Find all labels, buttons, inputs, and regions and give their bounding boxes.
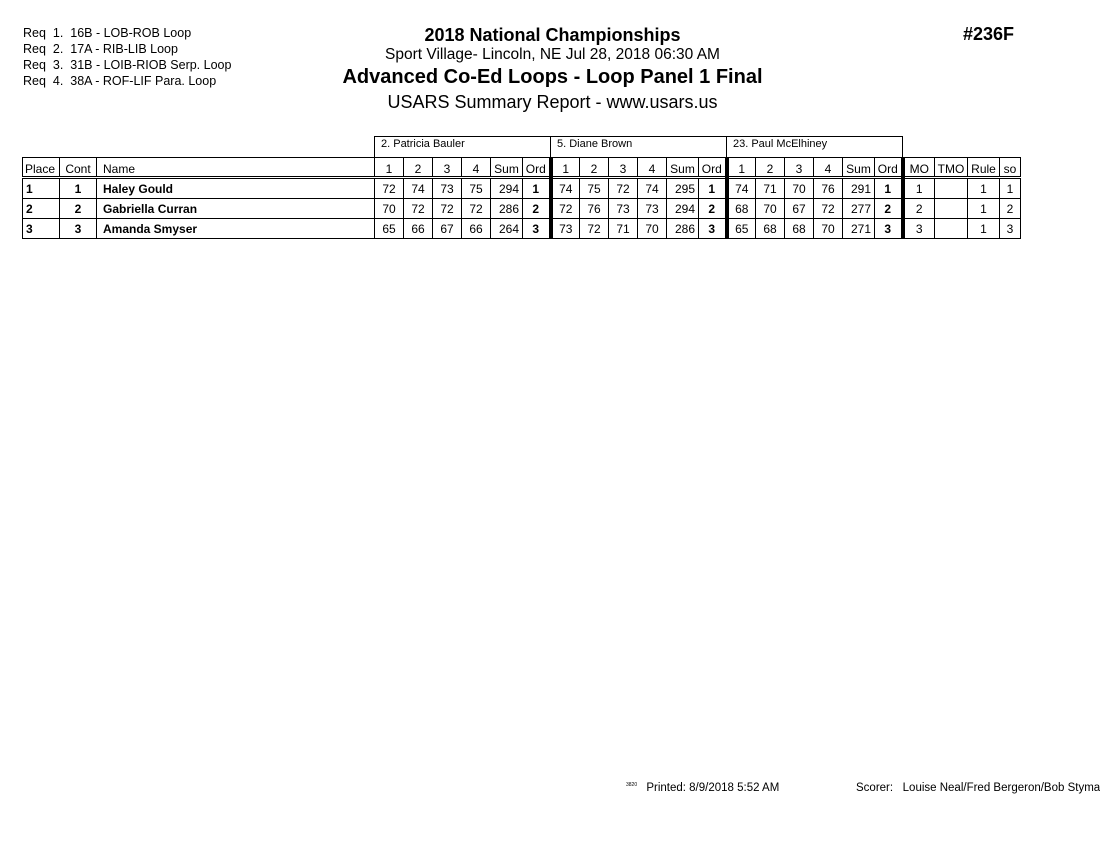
score-cell: 66	[462, 219, 491, 239]
mo-cell: 3	[903, 219, 935, 239]
col-s4: 4	[462, 158, 491, 178]
judge-name: 5. Diane Brown	[551, 137, 727, 158]
sum-cell: 291	[843, 178, 875, 199]
score-cell: 76	[580, 199, 609, 219]
requirement-item: Req 1. 16B - LOB-ROB Loop	[23, 26, 192, 40]
score-cell: 68	[756, 219, 785, 239]
place-cell: 3	[23, 219, 60, 239]
score-cell: 70	[814, 219, 843, 239]
col-s3: 3	[433, 158, 462, 178]
score-cell: 74	[404, 178, 433, 199]
ordinal-cell: 2	[699, 199, 727, 219]
tmo-cell	[935, 219, 968, 239]
requirement-item: Req 2. 17A - RIB-LIB Loop	[23, 42, 178, 56]
score-cell: 70	[375, 199, 404, 219]
mo-cell: 1	[903, 178, 935, 199]
sum-cell: 271	[843, 219, 875, 239]
col-s4: 4	[638, 158, 667, 178]
ordinal-cell: 2	[875, 199, 903, 219]
skater-name: Amanda Smyser	[97, 219, 375, 239]
championship-title: 2018 National Championships	[424, 25, 681, 45]
report-name: USARS Summary Report - www.usars.us	[387, 92, 718, 112]
table-row	[23, 178, 1021, 199]
col-s1: 1	[551, 158, 580, 178]
rule-cell: 1	[968, 219, 1000, 239]
col-tmo: TMO	[935, 158, 968, 178]
score-cell: 72	[551, 199, 580, 219]
cont-cell: 2	[60, 199, 97, 219]
col-s1: 1	[727, 158, 756, 178]
cont-cell: 1	[60, 178, 97, 199]
sum-cell: 264	[491, 219, 523, 239]
printed-date: Printed: 8/9/2018 5:52 AM	[646, 782, 780, 794]
score-cell: 65	[727, 219, 756, 239]
rule-cell: 1	[968, 199, 1000, 219]
score-cell: 72	[462, 199, 491, 219]
col-place: Place	[23, 158, 60, 178]
score-cell: 74	[638, 178, 667, 199]
sum-cell: 286	[667, 219, 699, 239]
score-cell: 65	[375, 219, 404, 239]
mo-cell: 2	[903, 199, 935, 219]
judge-header-row	[23, 137, 1021, 158]
event-number: #236F	[963, 24, 1015, 44]
col-ord: Ord	[523, 158, 551, 178]
col-ord: Ord	[699, 158, 727, 178]
score-cell: 74	[727, 178, 756, 199]
ordinal-cell: 1	[699, 178, 727, 199]
judge-name: 2. Patricia Bauler	[375, 137, 551, 158]
col-sum: Sum	[667, 158, 699, 178]
ordinal-cell: 3	[523, 219, 551, 239]
score-cell: 71	[756, 178, 785, 199]
score-cell: 73	[609, 199, 638, 219]
skater-name: Gabriella Curran	[97, 199, 375, 219]
place-cell: 2	[23, 199, 60, 219]
sum-cell: 286	[491, 199, 523, 219]
score-cell: 70	[756, 199, 785, 219]
col-sum: Sum	[491, 158, 523, 178]
score-cell: 68	[785, 219, 814, 239]
score-cell: 75	[462, 178, 491, 199]
score-cell: 72	[609, 178, 638, 199]
col-s2: 2	[580, 158, 609, 178]
score-cell: 72	[375, 178, 404, 199]
column-header-row	[23, 158, 1021, 178]
score-cell: 73	[433, 178, 462, 199]
score-cell: 71	[609, 219, 638, 239]
scorer-info: Scorer: Louise Neal/Fred Bergeron/Bob Styma	[856, 782, 1100, 794]
col-s1: 1	[375, 158, 404, 178]
sum-cell: 295	[667, 178, 699, 199]
print-code: 3820	[626, 782, 638, 788]
score-cell: 67	[433, 219, 462, 239]
requirements-list	[23, 25, 231, 89]
score-cell: 66	[404, 219, 433, 239]
col-mo: MO	[903, 158, 935, 178]
score-cell: 76	[814, 178, 843, 199]
col-cont: Cont	[60, 158, 97, 178]
score-cell: 72	[580, 219, 609, 239]
col-s2: 2	[404, 158, 433, 178]
judge-name: 23. Paul McElhiney	[727, 137, 903, 158]
col-s3: 3	[609, 158, 638, 178]
score-cell: 72	[814, 199, 843, 219]
report-header	[300, 24, 805, 114]
score-cell: 68	[727, 199, 756, 219]
printed-stamp	[626, 782, 779, 794]
requirement-item: Req 3. 31B - LOIB-RIOB Serp. Loop	[23, 58, 232, 72]
score-cell: 70	[785, 178, 814, 199]
ordinal-cell: 1	[875, 178, 903, 199]
sum-cell: 294	[491, 178, 523, 199]
score-cell: 73	[638, 199, 667, 219]
so-cell: 3	[1000, 219, 1021, 239]
score-cell: 72	[433, 199, 462, 219]
ordinal-cell: 2	[523, 199, 551, 219]
rule-cell: 1	[968, 178, 1000, 199]
score-cell: 70	[638, 219, 667, 239]
ordinal-cell: 1	[523, 178, 551, 199]
sum-cell: 277	[843, 199, 875, 219]
score-cell: 74	[551, 178, 580, 199]
venue-datetime: Sport Village- Lincoln, NE Jul 28, 2018 06:30 AM	[385, 46, 720, 63]
place-cell: 1	[23, 178, 60, 199]
col-ord: Ord	[875, 158, 903, 178]
col-name: Name	[97, 158, 375, 178]
so-cell: 2	[1000, 199, 1021, 219]
table-row	[23, 199, 1021, 219]
score-cell: 73	[551, 219, 580, 239]
score-cell: 67	[785, 199, 814, 219]
col-s3: 3	[785, 158, 814, 178]
col-s4: 4	[814, 158, 843, 178]
col-s2: 2	[756, 158, 785, 178]
table-row	[23, 219, 1021, 239]
col-so: so	[1000, 158, 1021, 178]
cont-cell: 3	[60, 219, 97, 239]
ordinal-cell: 3	[875, 219, 903, 239]
skater-name: Haley Gould	[97, 178, 375, 199]
col-sum: Sum	[843, 158, 875, 178]
requirement-item: Req 4. 38A - ROF-LIF Para. Loop	[23, 74, 217, 88]
so-cell: 1	[1000, 178, 1021, 199]
results-table	[22, 136, 1021, 239]
score-cell: 72	[404, 199, 433, 219]
col-rule: Rule	[968, 158, 1000, 178]
ordinal-cell: 3	[699, 219, 727, 239]
score-cell: 75	[580, 178, 609, 199]
tmo-cell	[935, 199, 968, 219]
event-title: Advanced Co-Ed Loops - Loop Panel 1 Final	[342, 66, 763, 88]
sum-cell: 294	[667, 199, 699, 219]
tmo-cell	[935, 178, 968, 199]
